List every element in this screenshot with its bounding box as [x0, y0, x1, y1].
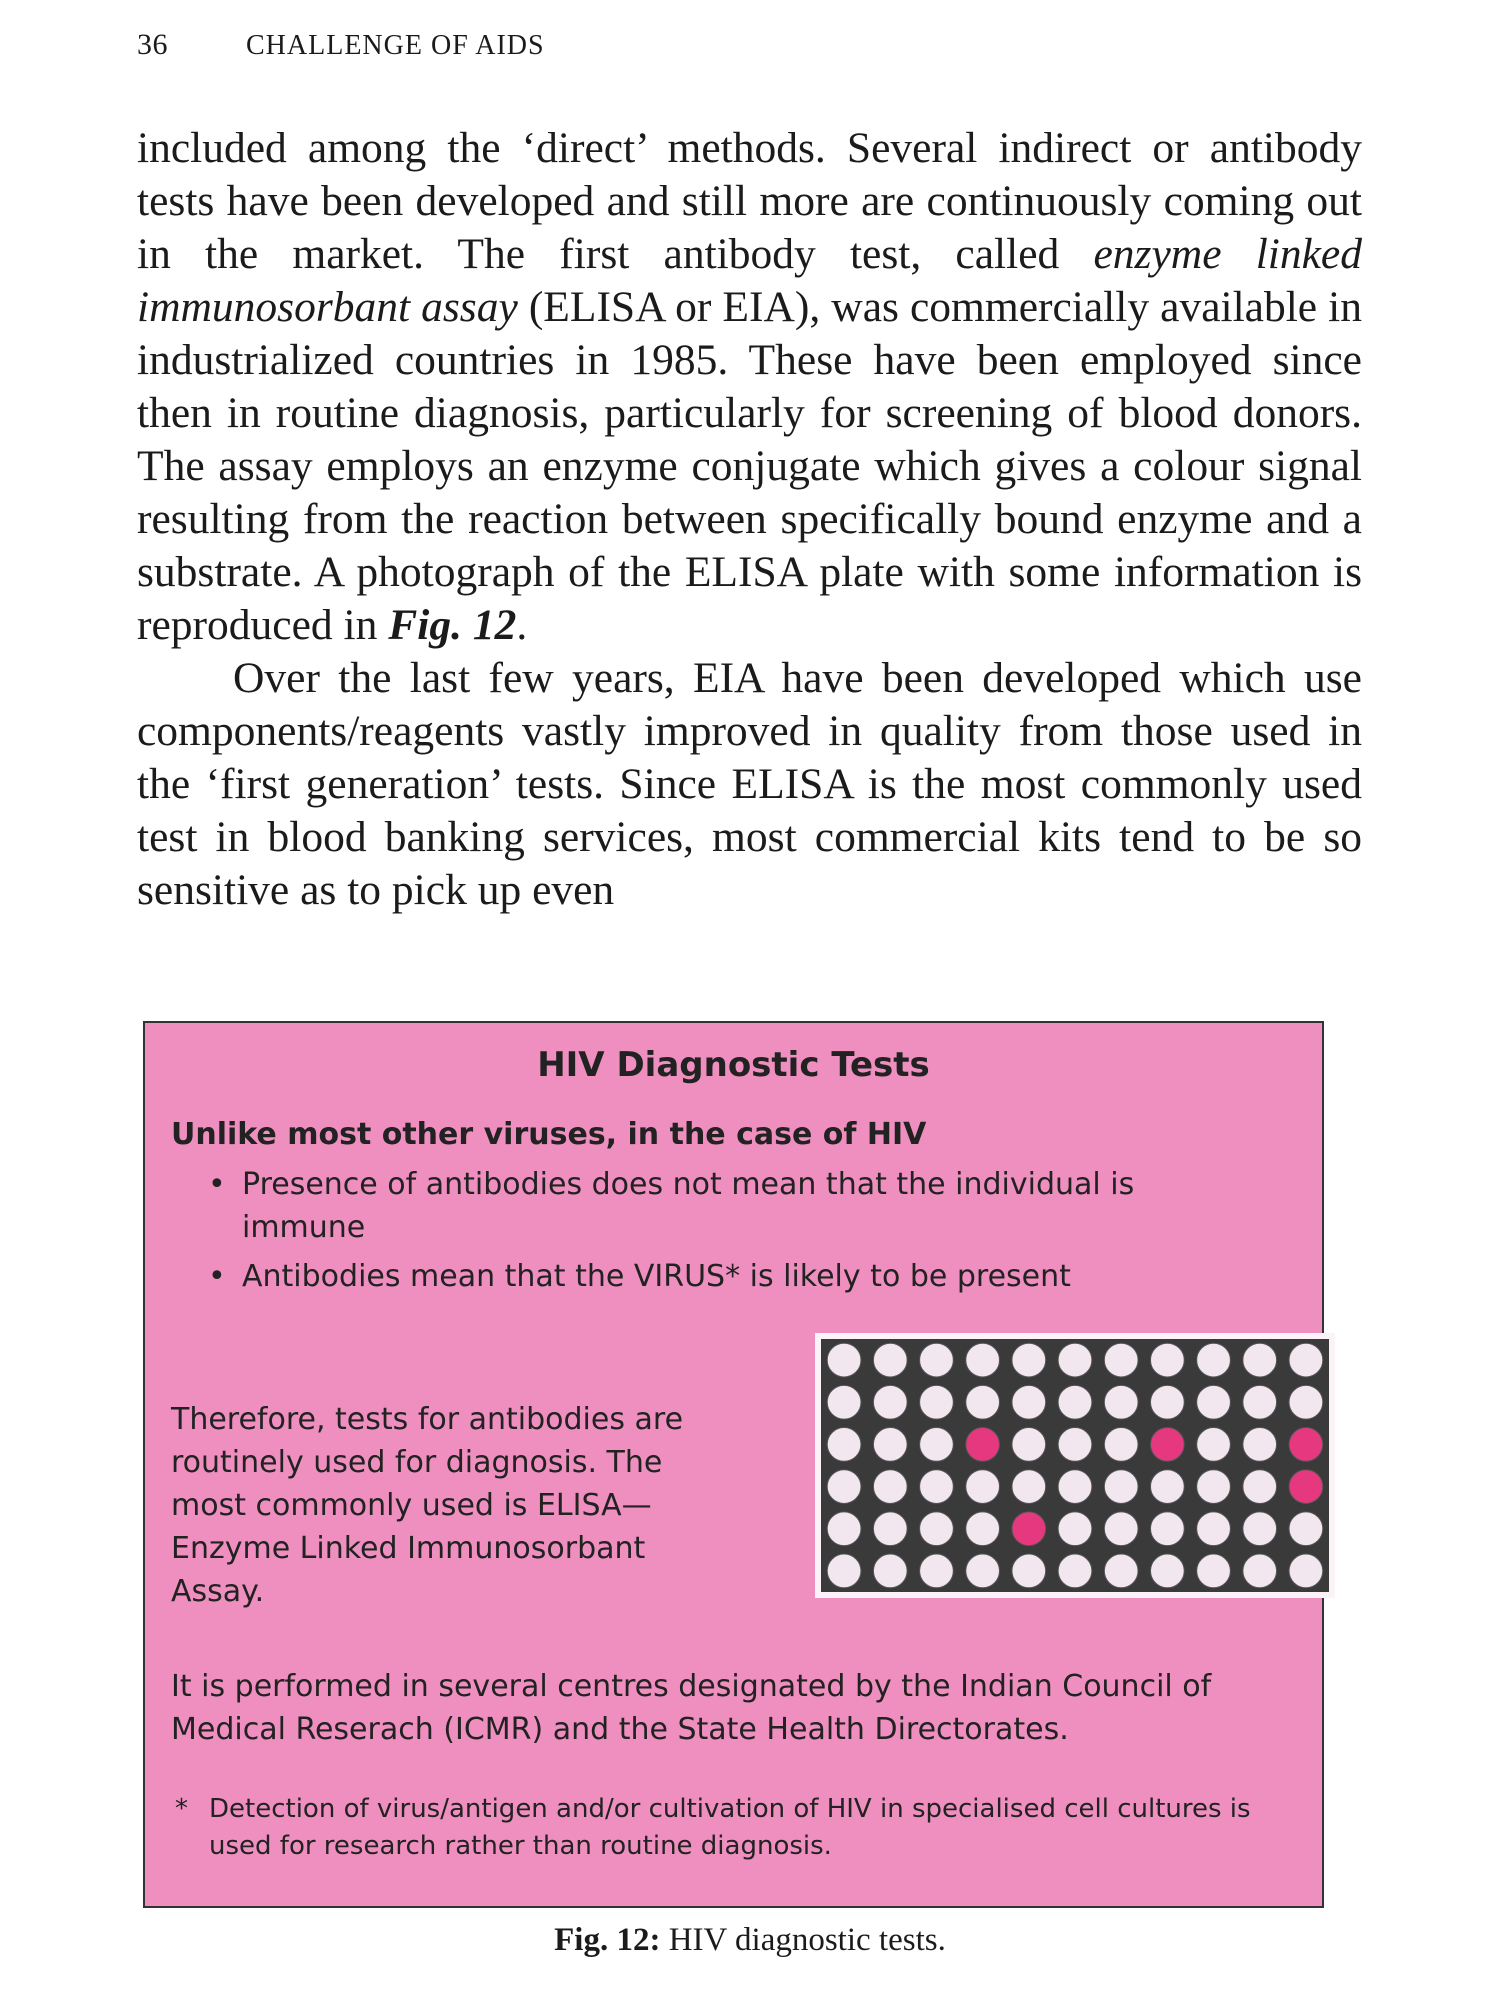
caption-label: Fig. 12 [554, 1922, 650, 1958]
plate-well [966, 1512, 1000, 1546]
plate-well [1243, 1512, 1277, 1546]
plate-well [1197, 1470, 1231, 1504]
plate-well [1058, 1343, 1092, 1377]
plate-well [1012, 1554, 1046, 1588]
plate-well [873, 1554, 907, 1588]
plate-well [966, 1385, 1000, 1419]
plate-well [1104, 1385, 1138, 1419]
body-text [137, 122, 1362, 917]
plate-well [1104, 1343, 1138, 1377]
plate-well [1197, 1343, 1231, 1377]
plate-well [1150, 1512, 1184, 1546]
plate-well [1058, 1470, 1092, 1504]
bullet-icon: • [208, 1259, 226, 1294]
plate-well [966, 1554, 1000, 1588]
plate-well [1243, 1385, 1277, 1419]
paragraph-1-part-2: (ELISA or EIA), was commercially available in industrialized countries in 1985. These have been employed since then in routine diagnosis, particularly for screening of blood donors. The assay employs an enzyme conjugate which gives a colour signal resulting from the reaction between specifically bound enzyme and a substrate. A photograph of the ELISA plate with some information is reproduced in [137, 283, 1362, 649]
bullet-icon: • [208, 1167, 226, 1202]
figure-title: HIV Diagnostic Tests [537, 1045, 930, 1085]
plate-well [827, 1428, 861, 1462]
positive-well [1289, 1428, 1323, 1462]
plate-well [827, 1512, 861, 1546]
plate-well [1289, 1512, 1323, 1546]
plate-well [1012, 1428, 1046, 1462]
bullet-text: Antibodies mean that the VIRUS* is likely to be present [242, 1259, 1071, 1294]
plate-well [920, 1470, 954, 1504]
bullet-text: Presence of antibodies does not mean that the individual is immune [242, 1167, 1135, 1245]
page-number: 36 [137, 28, 168, 61]
plate-well [1104, 1428, 1138, 1462]
plate-well [873, 1428, 907, 1462]
plate-well [827, 1470, 861, 1504]
positive-well [1289, 1470, 1323, 1504]
plate-well [920, 1428, 954, 1462]
plate-well [920, 1343, 954, 1377]
positive-well [1012, 1512, 1046, 1546]
plate-well [920, 1554, 954, 1588]
page-header [137, 28, 545, 62]
paragraph-2: Over the last few years, EIA have been developed which use components/reagents vastly improved in quality from those used in the ‘first generation’ tests. Since ELISA is the most commonly used test in blood banking services, most commercial kits tend to be so sensitive as to pick up even [137, 654, 1362, 914]
plate-well [1104, 1512, 1138, 1546]
plate-well [1150, 1343, 1184, 1377]
plate-well [1197, 1428, 1231, 1462]
plate-well [1150, 1554, 1184, 1588]
plate-well [1012, 1470, 1046, 1504]
paragraph-1-end: . [516, 601, 528, 649]
plate-well [873, 1343, 907, 1377]
bullet-item [208, 1163, 1248, 1249]
plate-well [827, 1385, 861, 1419]
plate-well [920, 1512, 954, 1546]
plate-well [1197, 1385, 1231, 1419]
plate-well [966, 1343, 1000, 1377]
positive-well [966, 1428, 1000, 1462]
plate-well [873, 1512, 907, 1546]
plate-well [1150, 1470, 1184, 1504]
plate-well [920, 1385, 954, 1419]
plate-well [1243, 1554, 1277, 1588]
paragraph-1 [137, 122, 1362, 652]
plate-well [1058, 1512, 1092, 1546]
hiv-figure-box [143, 1021, 1324, 1908]
plate-well [1058, 1554, 1092, 1588]
plate-well [1289, 1343, 1323, 1377]
plate-well [1243, 1470, 1277, 1504]
plate-well [1150, 1385, 1184, 1419]
figure-therefore-text: Therefore, tests for antibodies are routinely used for diagnosis. The most commonly used is ELISA—Enzyme Linked Immunosorbant Assay. [171, 1402, 684, 1609]
plate-well [1058, 1428, 1092, 1462]
figure-reference: Fig. 12 [388, 601, 517, 649]
elisa-term: enzyme linked immunosorbant assay [137, 230, 1362, 331]
plate-well [827, 1343, 861, 1377]
figure-lead: Unlike most other viruses, in the case of HIV [171, 1117, 927, 1152]
footnote-text: Detection of virus/antigen and/or cultivation of HIV in specialised cell cultures is used for research rather than routine diagnosis. [209, 1794, 1251, 1861]
plate-well [1104, 1470, 1138, 1504]
figure-performed-text: It is performed in several centres designated by the Indian Council of Medical Reserach (ICMR) and the State Health Directorates. [171, 1669, 1212, 1747]
plate-well [1012, 1385, 1046, 1419]
plate-well [1012, 1343, 1046, 1377]
plate-well [1289, 1554, 1323, 1588]
plate-well [827, 1554, 861, 1588]
running-title: CHALLENGE OF AIDS [246, 30, 545, 61]
footnote-asterisk: * [175, 1794, 188, 1824]
plate-well [1243, 1343, 1277, 1377]
plate-well [1197, 1512, 1231, 1546]
plate-well [1104, 1554, 1138, 1588]
bullet-item [208, 1255, 1248, 1298]
figure-caption [0, 1922, 1500, 1959]
caption-text: HIV diagnostic tests. [660, 1922, 946, 1958]
figure-footnote [175, 1791, 1275, 1865]
elisa-plate-image [815, 1333, 1335, 1598]
elisa-plate-photo [815, 1333, 1335, 1598]
plate-well [1289, 1385, 1323, 1419]
plate-well [1197, 1554, 1231, 1588]
plate-well [966, 1470, 1000, 1504]
figure-bullet-list [208, 1163, 1248, 1304]
caption-colon: : [649, 1922, 661, 1958]
plate-well [1243, 1428, 1277, 1462]
paragraph-1-part-1: included among the ‘direct’ methods. Several indirect or antibody tests have been developed and still more are continuously coming out in the market. The first antibody test, called [137, 124, 1362, 278]
plate-well [873, 1470, 907, 1504]
positive-well [1150, 1428, 1184, 1462]
plate-well [1058, 1385, 1092, 1419]
plate-well [873, 1385, 907, 1419]
